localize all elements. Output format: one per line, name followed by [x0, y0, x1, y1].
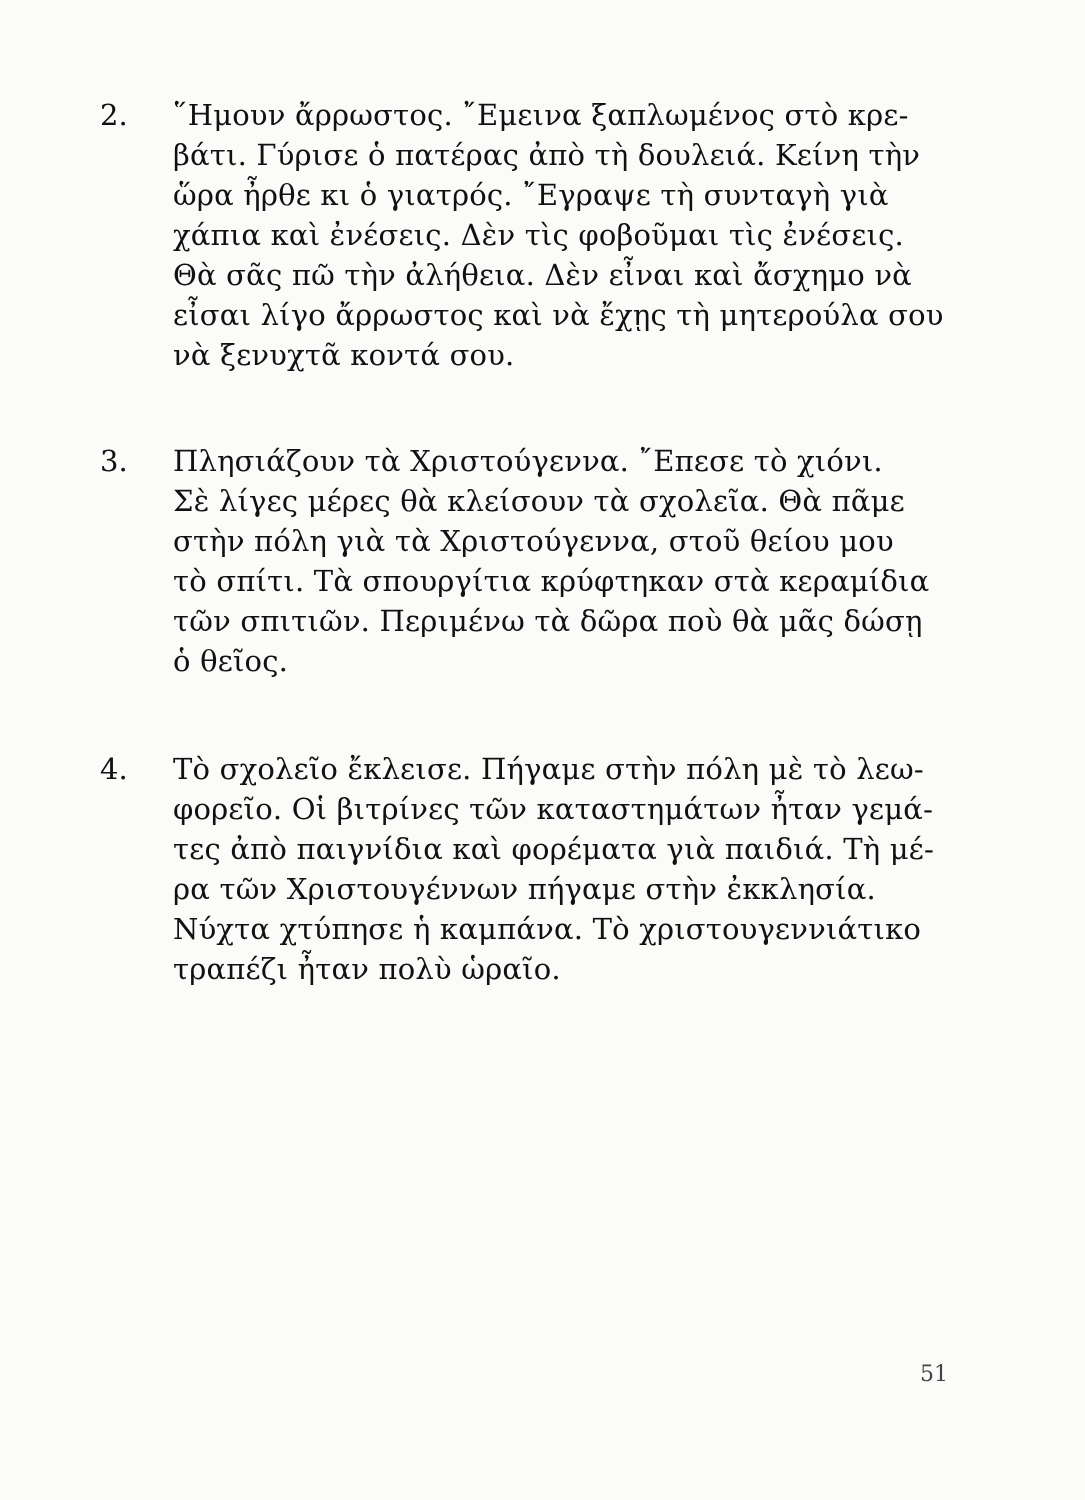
text-line: Θὰ σᾶς πῶ τὴν ἀλήθεια. Δὲν εἶναι καὶ ἄσχημο νὰ: [173, 258, 912, 292]
text-line: ὥρα ἦρθε κι ὁ γιατρός. ῎Εγραψε τὴ συνταγὴ γιὰ: [173, 178, 889, 212]
text-line: Νύχτα χτύπησε ἡ καμπάνα. Τὸ χριστουγεννιάτικο: [173, 912, 922, 946]
text-line: ρα τῶν Χριστουγέννων πήγαμε στὴν ἐκκλησία.: [173, 872, 876, 906]
text-line: Τὸ σχολεῖο ἔκλεισε. Πήγαμε στὴν πόλη μὲ τὸ λεω-: [173, 752, 924, 786]
text-line: ὁ θεῖος.: [173, 644, 289, 678]
page-number: 51: [920, 1362, 948, 1387]
text-line: βάτι. Γύρισε ὁ πατέρας ἀπὸ τὴ δουλειά. Κείνη τὴν: [173, 138, 921, 172]
text-line: ῞Ημουν ἄρρωστος. ῎Εμεινα ξαπλωμένος στὸ κρε-: [173, 98, 909, 132]
text-line: τες ἀπὸ παιγνίδια καὶ φορέματα γιὰ παιδιά. Τὴ μέ-: [173, 832, 935, 866]
text-line: Πλησιάζουν τὰ Χριστούγεννα. ῎Επεσε τὸ χιόνι.: [173, 444, 883, 478]
item-number: 3.: [100, 444, 128, 478]
item-number: 2.: [100, 98, 128, 132]
text-line: τραπέζι ἦταν πολὺ ὡραῖο.: [173, 952, 561, 986]
text-line: χάπια καὶ ἐνέσεις. Δὲν τὶς φοβοῦμαι τὶς ἐνέσεις.: [173, 218, 904, 252]
text-line: φορεῖο. Οἱ βιτρίνες τῶν καταστημάτων ἦταν γεμά-: [173, 792, 934, 826]
text-line: τῶν σπιτιῶν. Περιμένω τὰ δῶρα ποὺ θὰ μᾶς δώσῃ: [173, 604, 923, 638]
item-number: 4.: [100, 752, 128, 786]
text-line: στὴν πόλη γιὰ τὰ Χριστούγεννα, στοῦ θείου μου: [173, 524, 894, 558]
text-line: Σὲ λίγες μέρες θὰ κλείσουν τὰ σχολεῖα. Θὰ πᾶμε: [173, 484, 905, 518]
text-line: τὸ σπίτι. Τὰ σπουργίτια κρύφτηκαν στὰ κεραμίδια: [173, 564, 930, 598]
text-line: εἶσαι λίγο ἄρρωστος καὶ νὰ ἔχῃς τὴ μητερούλα σου: [173, 298, 944, 332]
text-line: νὰ ξενυχτᾶ κοντά σου.: [173, 338, 515, 372]
